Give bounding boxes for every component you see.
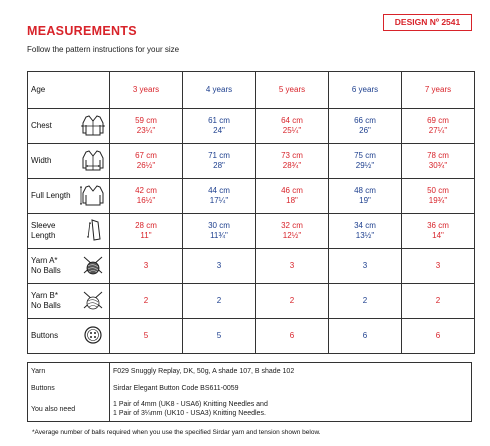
cell: 3 xyxy=(402,249,475,284)
cell: 71 cm 28" xyxy=(183,144,256,179)
materials-row-needles xyxy=(28,397,472,422)
sleeve-label-line1: Sleeve xyxy=(31,221,56,230)
cell: 28 cm 11" xyxy=(110,214,183,249)
row-label-full-length xyxy=(28,179,110,214)
yarn-ball-icon xyxy=(80,288,106,314)
cell: 2 xyxy=(110,284,183,319)
yarn-a-label-line1: Yarn A* xyxy=(31,256,58,265)
cell: 69 cm 27¼" xyxy=(402,109,475,144)
row-label-chest xyxy=(28,109,110,144)
button-icon xyxy=(80,323,106,349)
cell: 75 cm 29½" xyxy=(329,144,402,179)
page-subtitle: Follow the pattern instructions for your size xyxy=(27,45,180,54)
size-header: 5 years xyxy=(256,72,329,109)
cell: 2 xyxy=(329,284,402,319)
cell: 6 xyxy=(256,319,329,354)
buttons-info-value: Sirdar Elegant Button Code BS611-0059 xyxy=(110,380,472,397)
footnote: *Average number of balls required when you use the specified Sirdar yarn and tension shown below. xyxy=(32,429,321,436)
row-label-yarn-a xyxy=(28,249,110,284)
table-row-width xyxy=(28,144,475,179)
yarn-a-label-line2: No Balls xyxy=(31,266,61,275)
cell: 42 cm 16½" xyxy=(110,179,183,214)
sleeve-icon xyxy=(80,218,106,244)
width-label: Width xyxy=(31,156,52,165)
cell: 78 cm 30¾" xyxy=(402,144,475,179)
cell: 59 cm 23¼" xyxy=(110,109,183,144)
needles-line2: 1 Pair of 3¼mm (UK10 - USA3) Knitting Needles. xyxy=(113,410,266,417)
size-header: 3 years xyxy=(110,72,183,109)
cell: 5 xyxy=(110,319,183,354)
chest-label: Chest xyxy=(31,121,52,130)
yarn-info-value: F029 Snuggly Replay, DK, 50g, A shade 107, B shade 102 xyxy=(110,363,472,381)
cell: 50 cm 19¾" xyxy=(402,179,475,214)
cell: 48 cm 19" xyxy=(329,179,402,214)
cell: 36 cm 14" xyxy=(402,214,475,249)
table-row-yarn-b xyxy=(28,284,475,319)
measurements-table xyxy=(27,71,475,354)
cell: 66 cm 26" xyxy=(329,109,402,144)
row-label-sleeve-length xyxy=(28,214,110,249)
row-label-age xyxy=(28,72,110,109)
design-number-badge: DESIGN Nº 2541 xyxy=(383,14,472,31)
materials-table xyxy=(27,362,472,422)
table-row-full-length xyxy=(28,179,475,214)
cell: 3 xyxy=(329,249,402,284)
full-length-label: Full Length xyxy=(31,191,71,200)
yarn-ball-icon xyxy=(80,253,106,279)
cell: 5 xyxy=(183,319,256,354)
table-row-sleeve-length xyxy=(28,214,475,249)
table-row-age xyxy=(28,72,475,109)
cell: 2 xyxy=(256,284,329,319)
yarn-info-label: Yarn xyxy=(28,363,110,381)
cell: 2 xyxy=(183,284,256,319)
needles-info-value xyxy=(110,397,472,422)
age-label: Age xyxy=(31,85,46,94)
cell: 67 cm 26½" xyxy=(110,144,183,179)
cell: 34 cm 13½" xyxy=(329,214,402,249)
cell: 6 xyxy=(329,319,402,354)
table-row-buttons xyxy=(28,319,475,354)
buttons-label: Buttons xyxy=(31,331,59,340)
buttons-info-label: Buttons xyxy=(28,380,110,397)
materials-row-buttons xyxy=(28,380,472,397)
size-header: 6 years xyxy=(329,72,402,109)
cell: 64 cm 25¼" xyxy=(256,109,329,144)
cardigan-chest-icon xyxy=(80,113,106,139)
cell: 32 cm 12½" xyxy=(256,214,329,249)
cell: 3 xyxy=(183,249,256,284)
size-header: 7 years xyxy=(402,72,475,109)
cardigan-length-icon xyxy=(80,183,106,209)
cell: 2 xyxy=(402,284,475,319)
cell: 73 cm 28¾" xyxy=(256,144,329,179)
materials-row-yarn xyxy=(28,363,472,381)
cell: 46 cm 18" xyxy=(256,179,329,214)
cardigan-width-icon xyxy=(80,148,106,174)
size-header: 4 years xyxy=(183,72,256,109)
cell: 61 cm 24" xyxy=(183,109,256,144)
page-title: MEASUREMENTS xyxy=(27,24,137,38)
cell: 44 cm 17¼" xyxy=(183,179,256,214)
cell: 3 xyxy=(256,249,329,284)
table-row-yarn-a xyxy=(28,249,475,284)
yarn-b-label-line2: No Balls xyxy=(31,301,61,310)
cell: 6 xyxy=(402,319,475,354)
sleeve-label-line2: Length xyxy=(31,231,56,240)
needles-info-label: You also need xyxy=(28,397,110,422)
row-label-yarn-b xyxy=(28,284,110,319)
row-label-buttons xyxy=(28,319,110,354)
needles-line1: 1 Pair of 4mm (UK8 - USA6) Knitting Needles and xyxy=(113,401,268,408)
yarn-b-label-line1: Yarn B* xyxy=(31,291,58,300)
cell: 3 xyxy=(110,249,183,284)
row-label-width xyxy=(28,144,110,179)
cell: 30 cm 11¾" xyxy=(183,214,256,249)
table-row-chest xyxy=(28,109,475,144)
